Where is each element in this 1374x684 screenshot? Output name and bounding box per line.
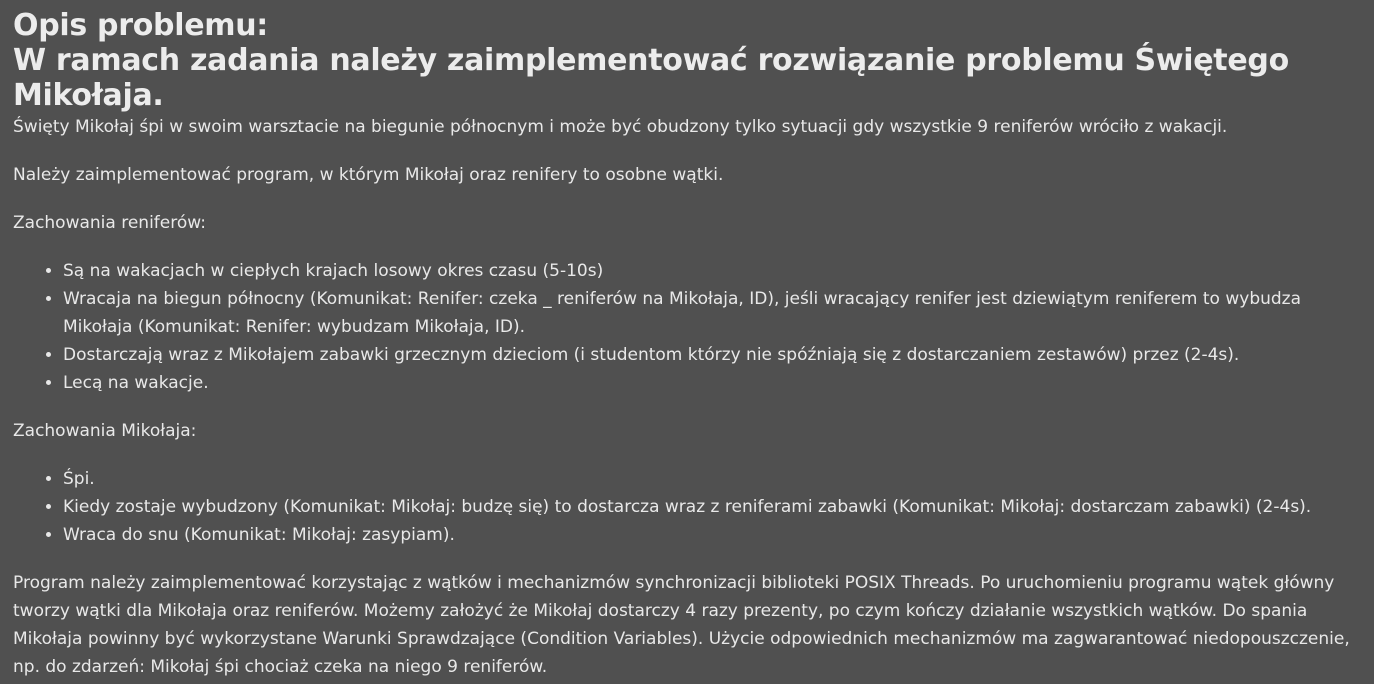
list-item: • Śpi. — [63, 465, 1361, 493]
intro-paragraph: Święty Mikołaj śpi w swoim warsztacie na biegunie północnym i może być obudzony tylko sytuacji gdy wszystkie 9 reniferów wróciło z wakacji. — [13, 117, 1228, 137]
santa-behaviour-list — [13, 465, 1361, 549]
title-line-1: Opis problemu: — [13, 8, 268, 43]
title-line-2: W ramach zadania należy zaimplementować rozwiązanie problemu Świętego Mikołaja. — [13, 43, 1289, 113]
threads-paragraph: Należy zaimplementować program, w którym Mikołaj oraz renifery to osobne wątki. — [13, 165, 724, 185]
list-item: • Są na wakacjach w ciepłych krajach losowy okres czasu (5-10s) — [63, 257, 1361, 285]
reindeer-behaviour-list — [13, 257, 1361, 397]
page-title — [13, 8, 1361, 113]
list-item: • Lecą na wakacje. — [63, 369, 1361, 397]
implementation-paragraph: Program należy zaimplementować korzystając z wątków i mechanizmów synchronizacji biblioteki POSIX Threads. Po uruchomieniu programu wątek główny tworzy wątki dla Mikołaja oraz reniferów. Możemy założyć że Mikołaj dostarczy 4 razy prezenty, po czym kończy działanie wszystkich wątków. Do spania Mikołaja powinny być wykorzystane Warunki Sprawdzające (Condition Variables). Użycie odpowiednich mechanizmów ma zagwarantować niedopouszczenie, np. do zdarzeń: Mikołaj śpi chociaż czeka na niego 9 reniferów. — [13, 573, 1350, 677]
santa-section-title: Zachowania Mikołaja: — [13, 421, 197, 441]
list-item: • Dostarczają wraz z Mikołajem zabawki grzecznym dzieciom (i studentom którzy nie spóźniają się z dostarczaniem zestawów) przez (2-4s). — [63, 341, 1361, 369]
list-item: • Wracaja na biegun północny (Komunikat: Renifer: czeka _ reniferów na Mikołaja, ID), jeśli wracający renifer jest dziewiątym reniferem to wybudza Mikołaja (Komunikat: Renifer: wybudzam Mikołaja, ID). — [63, 285, 1361, 341]
list-item: • Wraca do snu (Komunikat: Mikołaj: zasypiam). — [63, 521, 1361, 549]
reindeer-section-title: Zachowania reniferów: — [13, 213, 206, 233]
list-item: • Kiedy zostaje wybudzony (Komunikat: Mikołaj: budzę się) to dostarcza wraz z reniferami zabawki (Komunikat: Mikołaj: dostarczam zabawki) (2-4s). — [63, 493, 1361, 521]
